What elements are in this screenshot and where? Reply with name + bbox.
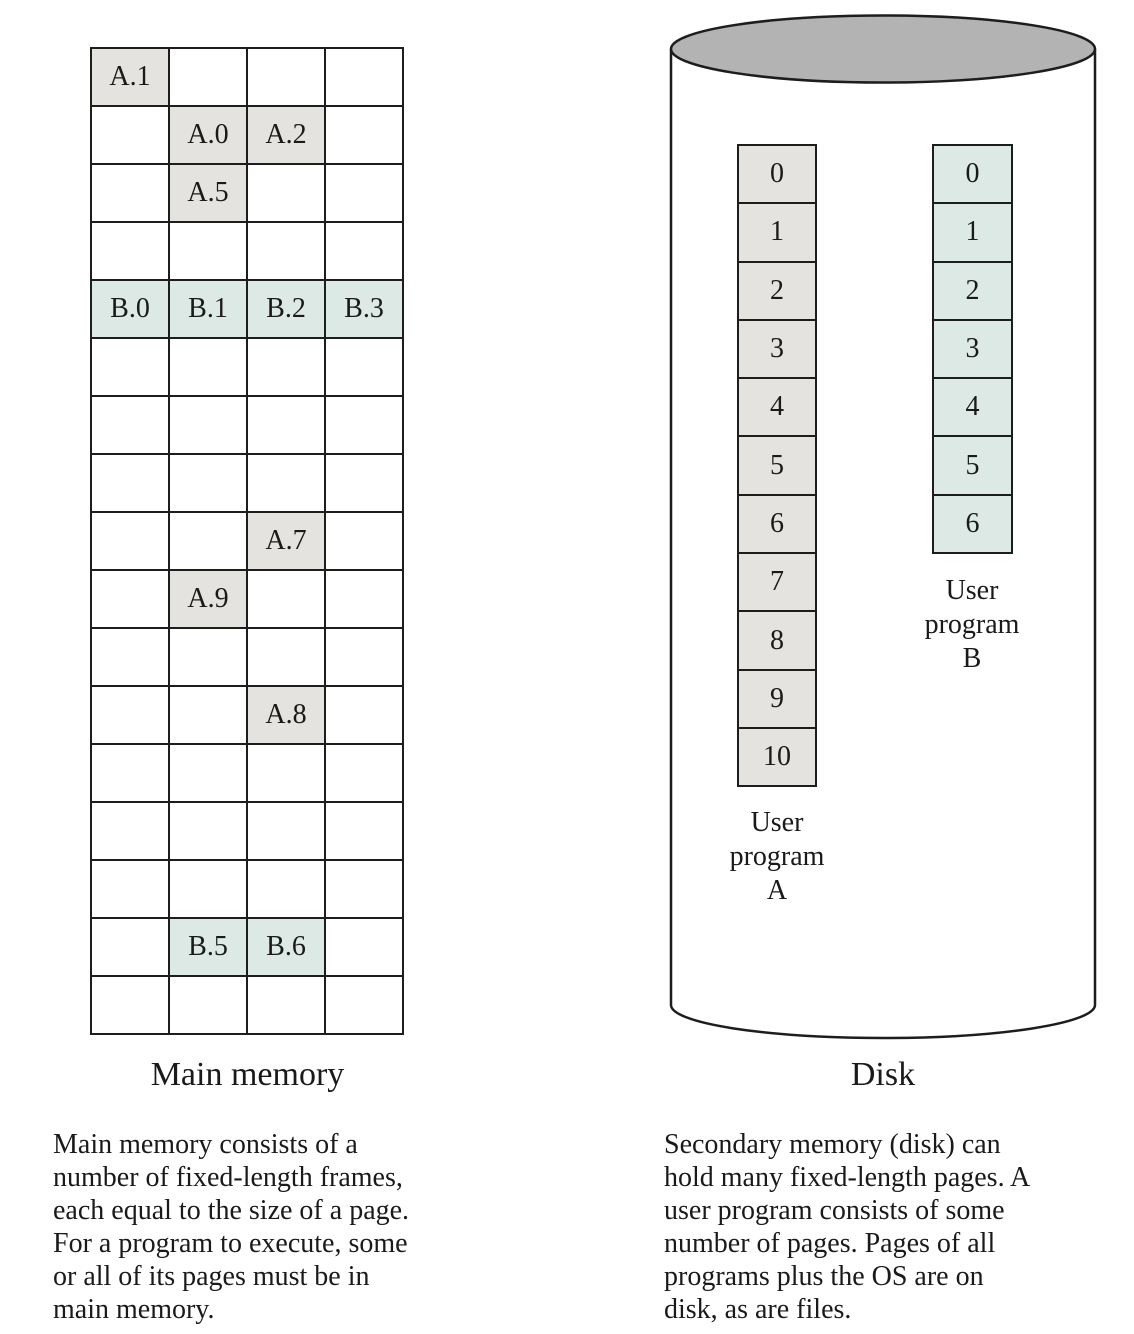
memory-frame-A.9: A.9 [169, 570, 247, 628]
program-label-line: User [945, 575, 999, 606]
memory-frame-empty [91, 512, 169, 570]
disk-page-cell: 6 [933, 495, 1012, 553]
description-line: disk, as are files. [664, 1294, 852, 1325]
memory-frame-B.2: B.2 [247, 280, 325, 338]
memory-frame-A.8: A.8 [247, 686, 325, 744]
memory-frame-B.6: B.6 [247, 918, 325, 976]
memory-frame-empty [169, 686, 247, 744]
main-memory-description [53, 1128, 533, 1326]
memory-frame-empty [325, 396, 403, 454]
description-line: Main memory consists of a [53, 1129, 358, 1160]
main-memory-grid [90, 47, 404, 1035]
disk-page-cell: 10 [738, 728, 816, 786]
memory-frame-empty [247, 338, 325, 396]
memory-frame-empty [91, 454, 169, 512]
memory-frame-empty [169, 744, 247, 802]
memory-frame-empty [325, 570, 403, 628]
memory-frame-empty [247, 628, 325, 686]
memory-frame-empty [91, 338, 169, 396]
memory-frame-empty [169, 512, 247, 570]
disk-page-cell: 1 [933, 203, 1012, 261]
memory-frame-empty [247, 396, 325, 454]
memory-frame-empty [169, 396, 247, 454]
memory-frame-empty [169, 628, 247, 686]
memory-frame-empty [247, 454, 325, 512]
memory-frame-B.0: B.0 [91, 280, 169, 338]
memory-frame-A.5: A.5 [169, 164, 247, 222]
memory-frame-empty [169, 454, 247, 512]
disk-page-cell: 4 [933, 378, 1012, 436]
disk-page-cell: 2 [933, 262, 1012, 320]
description-line: For a program to execute, some [53, 1228, 408, 1259]
memory-frame-A.1: A.1 [91, 48, 169, 106]
memory-frame-empty [325, 918, 403, 976]
memory-frame-empty [325, 686, 403, 744]
description-line: number of pages. Pages of all [664, 1228, 996, 1259]
memory-frame-empty [247, 222, 325, 280]
memory-frame-empty [169, 338, 247, 396]
disk-page-cell: 7 [738, 553, 816, 611]
memory-frame-empty [247, 860, 325, 918]
memory-frame-B.3: B.3 [325, 280, 403, 338]
disk-page-cell: 0 [933, 145, 1012, 203]
disk-description [664, 1128, 1134, 1326]
memory-frame-empty [169, 222, 247, 280]
memory-frame-B.5: B.5 [169, 918, 247, 976]
description-line: hold many fixed-length pages. A [664, 1162, 1031, 1193]
disk-page-cell: 6 [738, 495, 816, 553]
program-label-line: A [766, 875, 788, 906]
memory-frame-empty [247, 802, 325, 860]
memory-frame-empty [325, 860, 403, 918]
memory-frame-empty [325, 976, 403, 1034]
memory-frame-empty [91, 106, 169, 164]
memory-frame-empty [247, 48, 325, 106]
program-label-line: program [729, 841, 825, 872]
memory-frame-empty [91, 918, 169, 976]
memory-frame-empty [169, 48, 247, 106]
program-label-line: program [924, 609, 1020, 640]
disk-page-cell: 8 [738, 611, 816, 669]
disk-page-cell: 1 [738, 203, 816, 261]
memory-frame-empty [91, 802, 169, 860]
description-line: programs plus the OS are on [664, 1261, 984, 1292]
memory-frame-empty [169, 976, 247, 1034]
user-program-b-strip [932, 144, 1013, 554]
main-memory-caption: Main memory [150, 1056, 345, 1093]
disk-page-cell: 5 [738, 436, 816, 494]
memory-frame-empty [325, 48, 403, 106]
memory-frame-empty [325, 628, 403, 686]
memory-frame-empty [325, 222, 403, 280]
disk-page-cell: 3 [738, 320, 816, 378]
memory-frame-empty [169, 860, 247, 918]
memory-frame-empty [169, 802, 247, 860]
description-line: main memory. [53, 1294, 215, 1325]
program-label-line: B [962, 643, 982, 674]
memory-frame-A.2: A.2 [247, 106, 325, 164]
memory-frame-empty [91, 222, 169, 280]
memory-frame-empty [91, 744, 169, 802]
disk-caption: Disk [850, 1056, 916, 1093]
disk-page-cell: 3 [933, 320, 1012, 378]
memory-frame-empty [247, 164, 325, 222]
memory-frame-empty [325, 338, 403, 396]
memory-frame-empty [91, 860, 169, 918]
disk-page-cell: 0 [738, 145, 816, 203]
description-line: or all of its pages must be in [53, 1261, 370, 1292]
disk-page-cell: 2 [738, 262, 816, 320]
memory-frame-A.0: A.0 [169, 106, 247, 164]
disk-page-cell: 9 [738, 670, 816, 728]
description-line: user program consists of some [664, 1195, 1005, 1226]
memory-frame-empty [91, 164, 169, 222]
memory-frame-empty [91, 396, 169, 454]
memory-frame-empty [91, 570, 169, 628]
description-line: Secondary memory (disk) can [664, 1129, 1001, 1160]
user-program-a-label [697, 806, 857, 908]
memory-frame-empty [325, 512, 403, 570]
memory-frame-empty [325, 454, 403, 512]
disk-page-cell: 5 [933, 436, 1012, 494]
memory-frame-empty [325, 106, 403, 164]
disk-page-cell: 4 [738, 378, 816, 436]
memory-frame-empty [247, 570, 325, 628]
memory-frame-empty [91, 686, 169, 744]
memory-frame-A.7: A.7 [247, 512, 325, 570]
description-line: each equal to the size of a page. [53, 1195, 410, 1226]
description-line: number of fixed-length frames, [53, 1162, 403, 1193]
memory-frame-B.1: B.1 [169, 280, 247, 338]
memory-frame-empty [247, 976, 325, 1034]
memory-frame-empty [247, 744, 325, 802]
memory-frame-empty [91, 976, 169, 1034]
program-label-line: User [750, 807, 804, 838]
user-program-b-label [892, 574, 1052, 676]
user-program-a-strip [737, 144, 817, 787]
memory-frame-empty [325, 802, 403, 860]
disk-top-ellipse [671, 16, 1095, 83]
memory-frame-empty [325, 744, 403, 802]
memory-frame-empty [91, 628, 169, 686]
memory-frame-empty [325, 164, 403, 222]
